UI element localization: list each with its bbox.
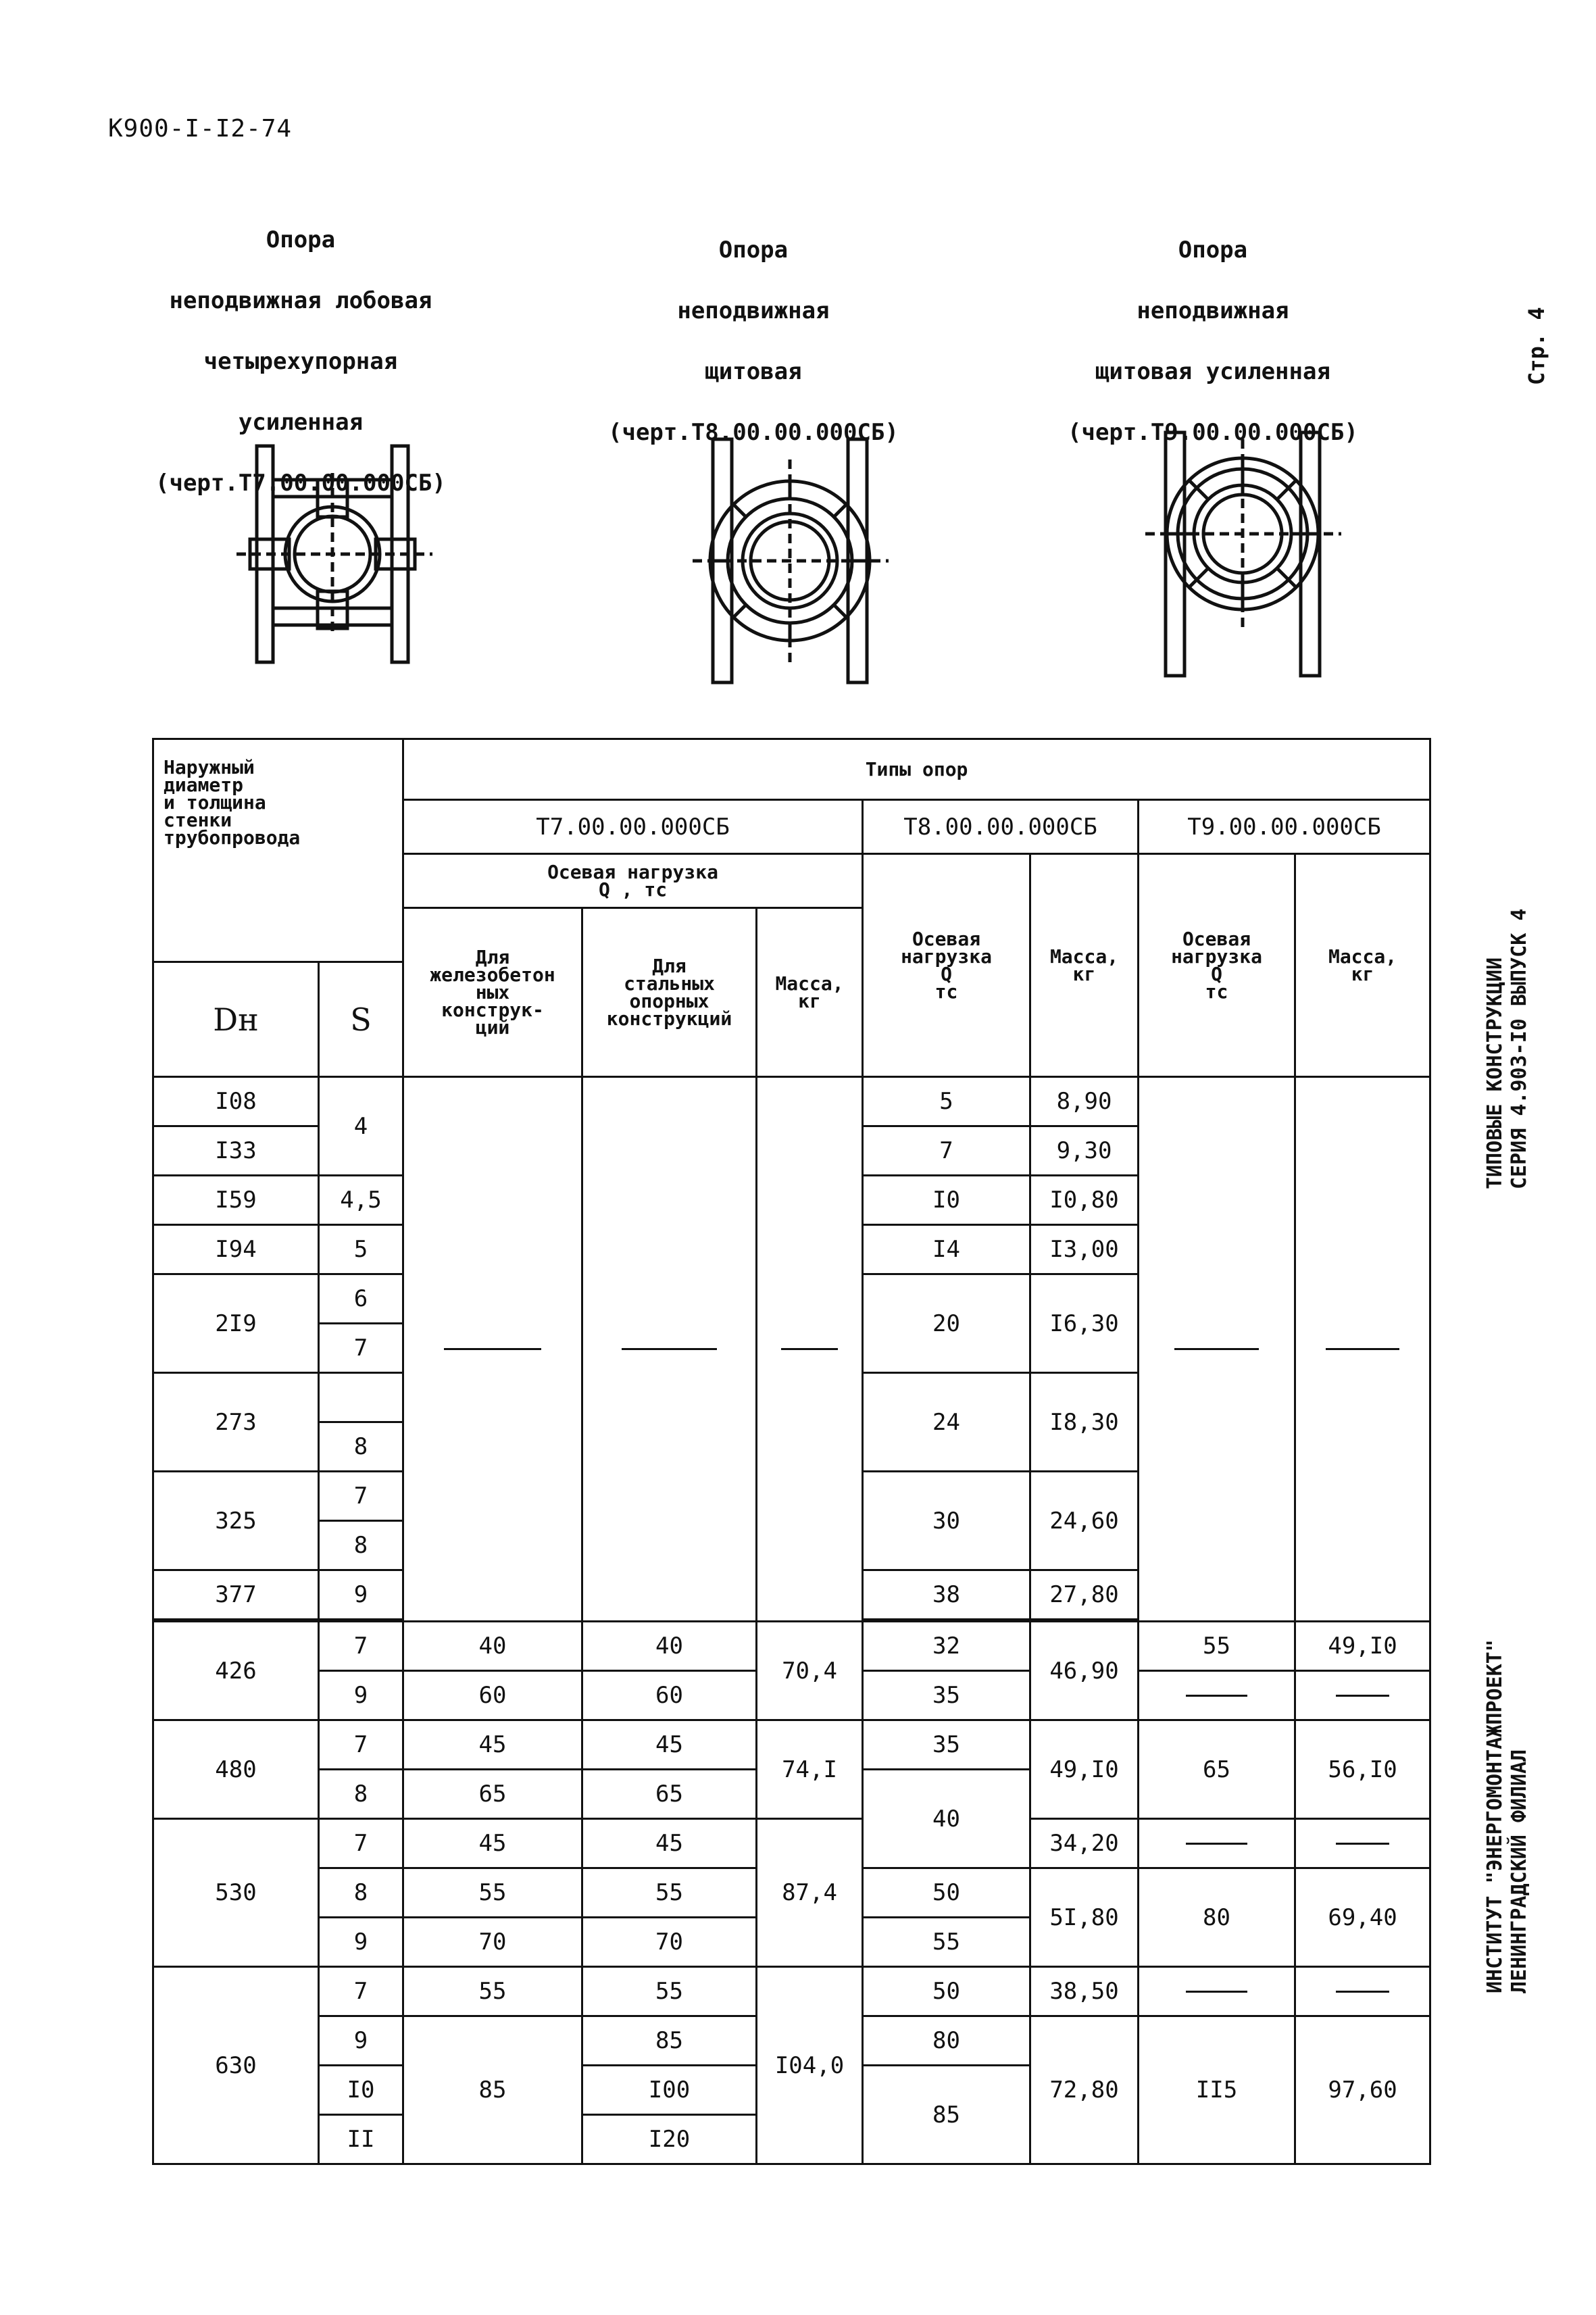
cell-m7: 74,I [757,1720,863,1819]
cell-steel: 65 [582,1770,757,1819]
cell-dn: 530 [153,1819,319,1967]
cell-steel: 55 [582,1868,757,1918]
cell-m8: I8,30 [1030,1373,1139,1472]
caption-line: Опора [266,226,336,253]
cell-s: II [319,2115,403,2164]
cell-dn: I94 [153,1225,319,1274]
cell-m9-none [1295,1671,1430,1720]
cell-q8: 80 [863,2016,1030,2066]
caption-line: усиленная [238,409,364,436]
cell-m9-none [1295,1077,1430,1622]
cell-m9: 49,I0 [1295,1622,1430,1671]
cell-steel: I20 [582,2115,757,2164]
cell-q9: 55 [1139,1622,1295,1671]
page-number: Стр. 4 [1524,307,1549,385]
cell-m8: 24,60 [1030,1472,1139,1570]
cell-steel: 45 [582,1720,757,1770]
caption-line: неподвижная лобовая [169,287,432,314]
header-mass-t7: Масса, кг [757,908,863,1077]
cell-q8: I4 [863,1225,1030,1274]
cell-rc-none [403,1077,582,1622]
caption-t8 [608,199,899,463]
cell-rc: 85 [403,2016,582,2164]
series-line: ТИПОВЫЕ КОНСТРУКЦИИ [1483,957,1507,1189]
cell-steel: I00 [582,2066,757,2115]
cell-rc: 70 [403,1918,582,1967]
cell-m8: 34,20 [1030,1819,1139,1868]
cell-m8: I0,80 [1030,1176,1139,1225]
cell-q9-none [1139,1967,1295,2016]
caption-t9 [1068,199,1358,463]
caption-line: Опора [1178,237,1248,264]
cell-q8: I0 [863,1176,1030,1225]
cell-dn: I08 [153,1077,319,1126]
caption-line: четырехупорная [203,348,398,375]
cell-dn: 325 [153,1472,319,1570]
cell-rc: 40 [403,1622,582,1671]
cell-s-empty [319,1373,403,1422]
cell-q9-none [1139,1077,1295,1622]
caption-line: (черт.Т7.00.00.000СБ) [155,470,446,497]
drawing-t8 [686,432,902,689]
cell-steel: 55 [582,1967,757,2016]
cell-dn: 2I9 [153,1274,319,1373]
cell-dn: I33 [153,1126,319,1176]
cell-q8: 24 [863,1373,1030,1472]
cell-rc: 55 [403,1868,582,1918]
cell-s: I0 [319,2066,403,2115]
cell-q8: 40 [863,1770,1030,1868]
cell-q8: 35 [863,1720,1030,1770]
cell-q9: 65 [1139,1720,1295,1819]
cell-dn: 273 [153,1373,319,1472]
cell-steel: 40 [582,1622,757,1671]
cell-dn: 377 [153,1570,319,1620]
caption-line: неподвижная [1137,297,1289,324]
cell-q8: 5 [863,1077,1030,1126]
cell-m9-none [1295,1967,1430,2016]
cell-dn: I59 [153,1176,319,1225]
cell-m8: 49,I0 [1030,1720,1139,1819]
cell-q9-none [1139,1819,1295,1868]
cell-steel: 85 [582,2016,757,2066]
cell-s: 4,5 [319,1176,403,1225]
document-code: Κ900-I-I2-74 [108,115,293,143]
cell-dn: 426 [153,1622,319,1720]
cell-m8: 9,30 [1030,1126,1139,1176]
caption-line: щитовая [705,358,802,385]
cell-m9: 69,40 [1295,1868,1430,1967]
cell-s: 9 [319,2016,403,2066]
cell-m8: 8,90 [1030,1077,1139,1126]
cell-q8: 55 [863,1918,1030,1967]
cell-s: 4 [319,1077,403,1176]
series-line: СЕРИЯ 4.903-I0 ВЫПУСК 4 [1507,908,1531,1189]
header-types: Типы опор [403,739,1430,800]
cell-m8: 38,50 [1030,1967,1139,2016]
cell-q8: 85 [863,2066,1030,2164]
header-axial-t9: Осевая нагрузка Q тс [1139,854,1295,1077]
cell-q8: 32 [863,1622,1030,1671]
cell-dn: 630 [153,1967,319,2164]
cell-rc: 55 [403,1967,582,2016]
institute-line: ЛЕНИНГРАДСКИЙ ФИЛИАЛ [1507,1749,1531,1993]
drawing-t9 [1139,426,1355,682]
cell-m8: 46,90 [1030,1622,1139,1720]
institute-label [1483,1639,1532,1993]
cell-s: 7 [319,1472,403,1521]
cell-m8: 72,80 [1030,2016,1139,2164]
cell-s: 9 [319,1570,403,1620]
caption-line: Опора [718,237,789,264]
cell-q9-none [1139,1671,1295,1720]
cell-s: 7 [319,1819,403,1868]
header-t9: Т9.00.00.000СБ [1139,800,1430,854]
cell-s: 7 [319,1720,403,1770]
cell-mass7-none [757,1077,863,1622]
header-t7: Т7.00.00.000СБ [403,800,863,854]
header-mass-t8: Масса, кг [1030,854,1139,1077]
cell-steel-none [582,1077,757,1622]
caption-line: (черт.Т9.00.00.000СБ) [1068,419,1358,446]
header-steel: Для стальных опорных конструкций [582,908,757,1077]
cell-s: 6 [319,1274,403,1324]
header-axial-t8: Осевая нагрузка Q тс [863,854,1030,1077]
cell-q8: 7 [863,1126,1030,1176]
cell-m8: I3,00 [1030,1225,1139,1274]
header-s: S [319,962,403,1077]
cell-m9: 97,60 [1295,2016,1430,2164]
cell-m9-none [1295,1819,1430,1868]
cell-s: 8 [319,1422,403,1472]
cell-steel: 60 [582,1671,757,1720]
cell-q8: 30 [863,1472,1030,1570]
header-t8: Т8.00.00.000СБ [863,800,1139,854]
institute-line: ИНСТИТУТ "ЭНЕРГОМОНТАЖПРОЕКТ" [1483,1639,1507,1993]
supports-table [152,738,1431,2165]
cell-s: 7 [319,1622,403,1671]
header-pipe: Наружный диаметр и толщина стенки трубопровода [153,739,403,962]
drawing-t7 [230,432,446,676]
cell-rc: 45 [403,1720,582,1770]
cell-m8: I6,30 [1030,1274,1139,1373]
cell-dn: 480 [153,1720,319,1819]
cell-m9: 56,I0 [1295,1720,1430,1819]
cell-rc: 45 [403,1819,582,1868]
caption-line: неподвижная [677,297,830,324]
cell-rc: 60 [403,1671,582,1720]
cell-s: 7 [319,1967,403,2016]
cell-q8: 35 [863,1671,1030,1720]
cell-steel: 70 [582,1918,757,1967]
cell-q8: 38 [863,1570,1030,1620]
cell-m7: 87,4 [757,1819,863,1967]
cell-m8: 5I,80 [1030,1868,1139,1967]
series-label [1483,909,1532,1189]
cell-s: 9 [319,1671,403,1720]
caption-line: (черт.Т8.00.00.000СБ) [608,419,899,446]
cell-m7: 70,4 [757,1622,863,1720]
cell-q8: 50 [863,1967,1030,2016]
cell-m8: 27,80 [1030,1570,1139,1620]
cell-m7: I04,0 [757,1967,863,2164]
header-rc: Для железобетон ных конструк- ций [403,908,582,1077]
cell-rc: 65 [403,1770,582,1819]
cell-s: 8 [319,1770,403,1819]
caption-line: щитовая усиленная [1095,358,1330,385]
cell-q8: 50 [863,1868,1030,1918]
cell-s: 9 [319,1918,403,1967]
header-mass-t9: Масса, кг [1295,854,1430,1077]
cell-steel: 45 [582,1819,757,1868]
cell-s: 8 [319,1868,403,1918]
cell-q9: 80 [1139,1868,1295,1967]
cell-s: 7 [319,1324,403,1373]
header-axial-t7: Осевая нагрузка Q , тс [403,854,863,908]
cell-q9: II5 [1139,2016,1295,2164]
cell-q8: 20 [863,1274,1030,1373]
cell-s: 8 [319,1521,403,1570]
cell-s: 5 [319,1225,403,1274]
header-dn: Dн [153,962,319,1077]
